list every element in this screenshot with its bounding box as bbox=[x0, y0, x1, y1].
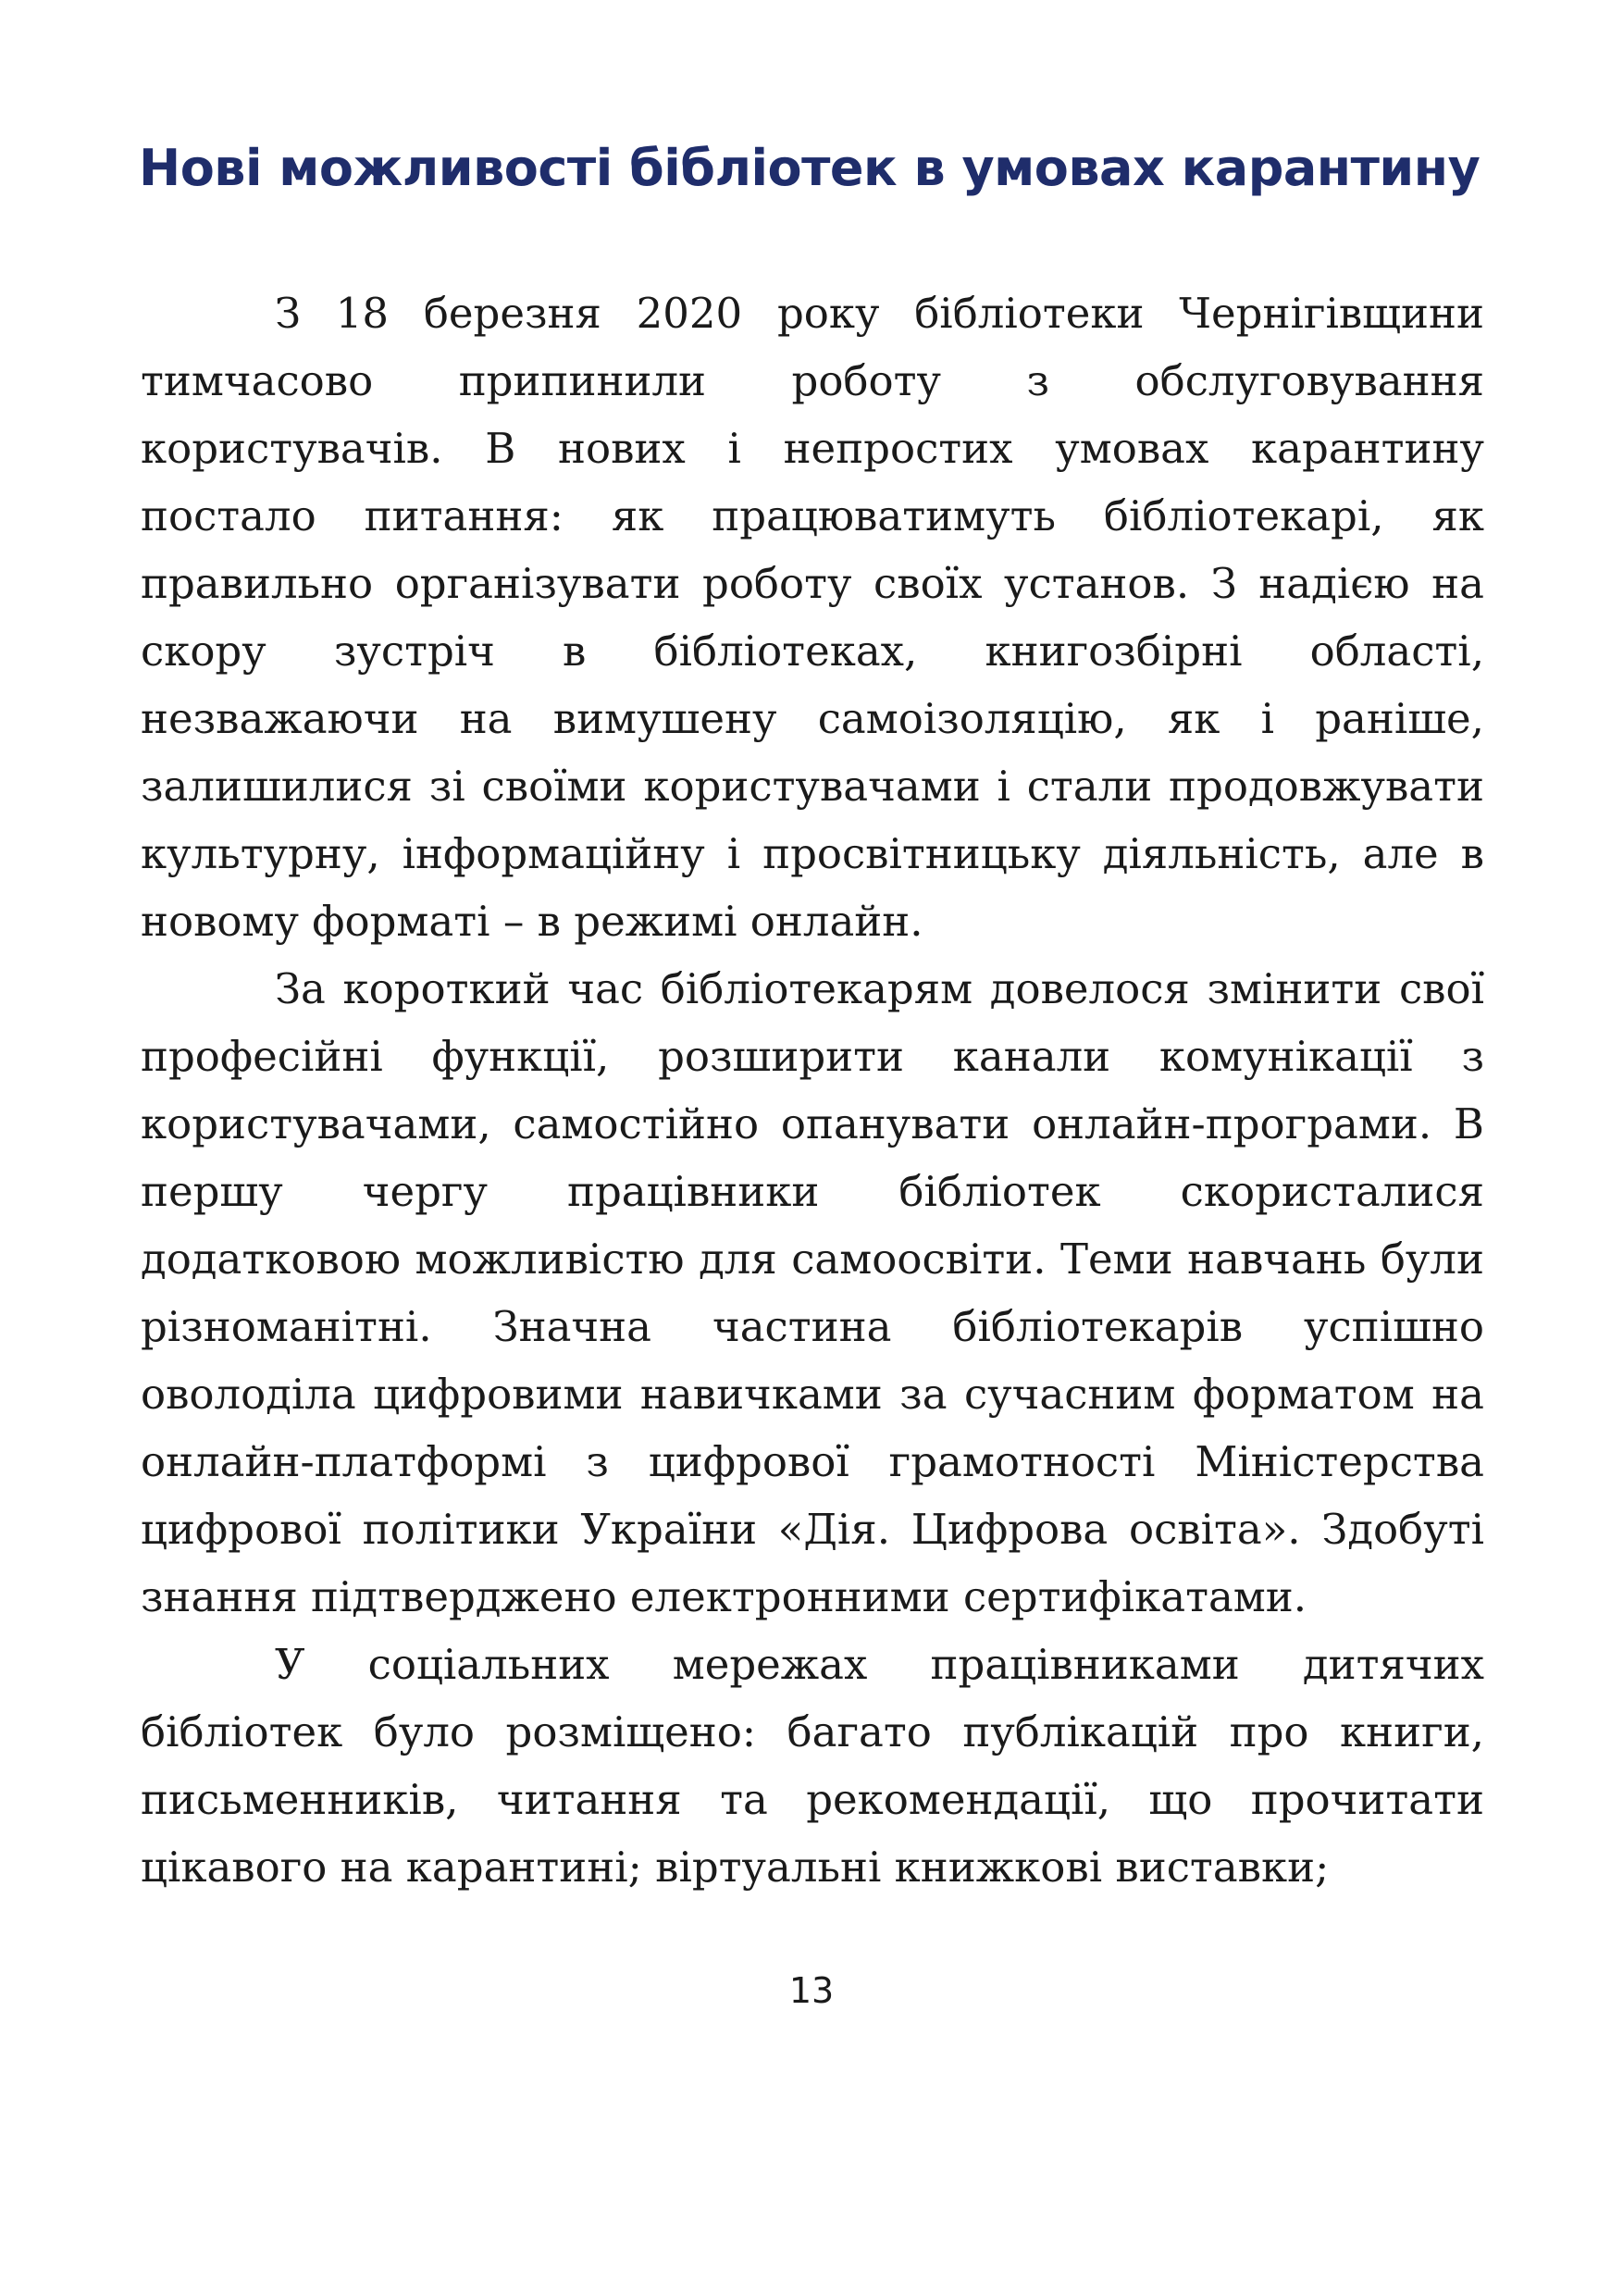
page-number: 13 bbox=[788, 1970, 835, 2011]
paragraph-2: За короткий час бібліотекарям довелося змінити свої професійні функції, розширити канали комунікації з користувачами, самостійно опанувати онлайн-програми. В першу чергу працівники бібліотек скористалися додатковою можливістю для самоосвіти. Теми навчань були різноманітні. Значна частина бібліотекарів успішно оволоділа цифровими навичками за сучасним форматом на онлайн-платформі з цифрової грамотності Міністерства цифрової політики України «Дія. Цифрова освіта». Здобуті знання підтверджено електронними сертифікатами. bbox=[141, 964, 1484, 1621]
paragraph-1: З 18 березня 2020 року бібліотеки Чернігівщини тимчасово припинили роботу з обслуговування користувачів. В нових і непростих умовах карантину постало питання: як працюватимуть бібліотекарі, як правильно організувати роботу своїх установ. З надією на скору зустріч в бібліотеках, книгозбірні області, незважаючи на вимушену самоізоляцію, як і раніше, залишилися зі своїми користувачами і стали продовжувати культурну, інформаційну і просвітницьку діяльність, але в новому форматі – в режимі онлайн. bbox=[141, 289, 1484, 946]
paragraph-3: У соціальних мережах працівниками дитячих бібліотек було розміщено: багато публікацій про книги, письменників, читання та рекомендації, що прочитати цікавого на карантині; віртуальні книжкові виставки; bbox=[141, 1640, 1484, 1892]
body-text bbox=[141, 279, 1484, 1901]
page-title: Нові можливості бібліотек в умовах карантину bbox=[139, 139, 1481, 197]
